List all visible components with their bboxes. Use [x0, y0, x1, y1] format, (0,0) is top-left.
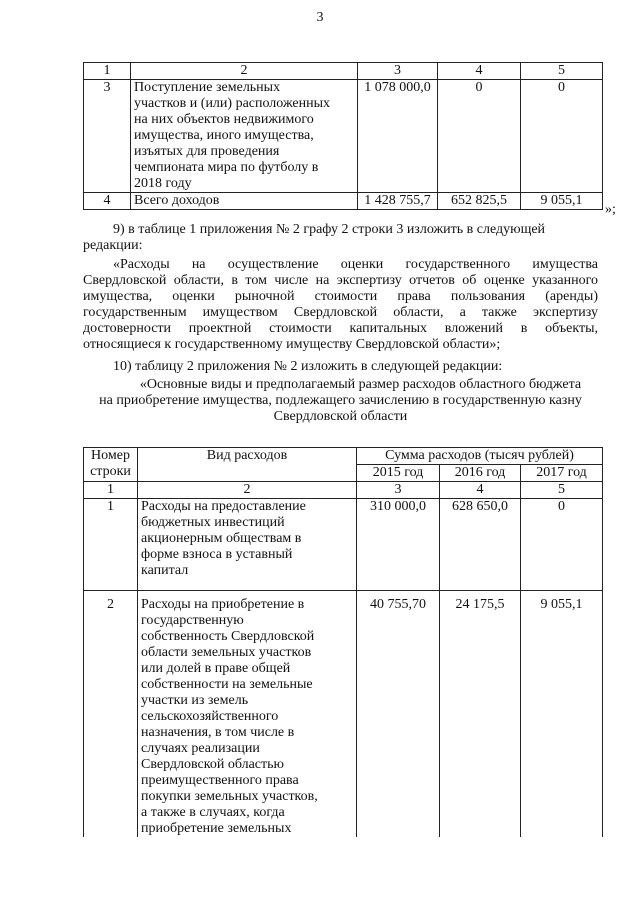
header-cell: 4: [438, 63, 521, 80]
table-header-row: [84, 448, 603, 465]
description-line: изъятых для проведения: [134, 144, 280, 159]
description-line: собственности на земельные: [141, 677, 313, 692]
description-line: государственную: [141, 613, 244, 628]
table-header-row: [84, 63, 603, 80]
text-line: имущества, оценки рыночной стоимости права пользования (аренды): [83, 289, 598, 304]
text-line: относящиеся к государственному имуществу Свердловской области»;: [83, 337, 501, 352]
value-cell: 24 175,5: [440, 591, 521, 838]
description-line: случаях реализации: [141, 741, 260, 756]
row-description: [131, 80, 358, 193]
index-cell: 4: [440, 482, 521, 499]
title-line: на приобретение имущества, подлежащего зачислению в государственную казну: [99, 393, 582, 408]
text-line: редакции:: [83, 238, 143, 253]
header-cell: 2: [131, 63, 358, 80]
header-year: 2016 год: [440, 465, 521, 482]
description-line: покупки земельных участков,: [141, 789, 318, 804]
description-line: области земельных участков: [141, 645, 312, 660]
description-line: Свердловской областью: [141, 757, 284, 772]
value-cell: 0: [521, 499, 603, 591]
description-line: или долей в праве общей: [141, 661, 291, 676]
page-number: 3: [316, 10, 324, 25]
value-cell: 1 078 000,0: [358, 80, 438, 193]
value-cell: 628 650,0: [440, 499, 521, 591]
description-line: сельскохозяйственного: [141, 709, 279, 724]
index-cell: 5: [521, 482, 603, 499]
description-line: бюджетных инвестиций: [141, 515, 285, 530]
quote-9: [83, 257, 598, 353]
closing-quote: »;: [605, 202, 616, 217]
paragraph-10: [83, 359, 598, 375]
description-line: Расходы на предоставление: [141, 499, 306, 514]
header-year: 2015 год: [357, 465, 440, 482]
description-line: участки из земель: [141, 693, 249, 708]
description-line: назначения, в том числе в: [141, 725, 295, 740]
row-description: Всего доходов: [131, 193, 358, 210]
text-line: государственным имуществом Свердловской области, а также экспертизу: [83, 305, 598, 320]
header-row-number: [84, 448, 138, 482]
value-cell: 310 000,0: [357, 499, 440, 591]
title-line: Свердловской области: [273, 409, 408, 424]
expenses-table: [83, 447, 603, 837]
table-row: [84, 499, 603, 591]
description-line: собственность Свердловской: [141, 629, 315, 644]
value-cell: 40 755,70: [357, 591, 440, 838]
description-line: на них объектов недвижимого: [134, 112, 314, 127]
header-line: Номер: [91, 448, 130, 463]
row-number: 2: [84, 591, 138, 838]
paragraph-9: [83, 222, 598, 254]
header-kind: Вид расходов: [138, 448, 357, 482]
description-line: 2018 году: [134, 176, 192, 191]
description-line: форме взноса в уставный: [141, 547, 293, 562]
value-cell: 652 825,5: [438, 193, 521, 210]
description-line: Поступление земельных: [134, 80, 281, 95]
description-line: участков и (или) расположенных: [134, 96, 331, 111]
description-line: имущества, иного имущества,: [134, 128, 314, 143]
header-line: строки: [90, 464, 131, 479]
table-row: [84, 591, 603, 838]
description-line: приобретение земельных: [141, 821, 292, 836]
index-cell: 1: [84, 482, 138, 499]
text-line: Свердловской области, в том числе на экспертизу отчетов об оценке указанного: [83, 273, 598, 288]
table2-title: [83, 377, 598, 425]
index-cell: 2: [138, 482, 357, 499]
value-cell: 9 055,1: [521, 591, 603, 838]
table-row: [84, 193, 603, 210]
title-line: «Основные виды и предполагаемый размер расходов областного бюджета: [139, 377, 582, 392]
revenue-table: [83, 62, 603, 210]
text-line: 10) таблицу 2 приложения № 2 изложить в следующей редакции:: [113, 359, 503, 374]
row-number: 3: [84, 80, 131, 193]
text-line: «Расходы на осуществление оценки государственного имущества: [113, 257, 598, 272]
value-cell: 0: [438, 80, 521, 193]
index-cell: 3: [357, 482, 440, 499]
table-row: [84, 80, 603, 193]
description-line: преимущественного права: [141, 773, 299, 788]
header-cell: 3: [358, 63, 438, 80]
table-index-row: [84, 482, 603, 499]
row-description: [138, 591, 357, 838]
header-cell: 5: [521, 63, 603, 80]
row-description: [138, 499, 357, 591]
text-line: достоверности проектной стоимости капитальных вложений в объекты,: [83, 321, 598, 336]
header-sum: Сумма расходов (тысяч рублей): [357, 448, 603, 465]
value-cell: 1 428 755,7: [358, 193, 438, 210]
header-cell: 1: [84, 63, 131, 80]
description-line: капитал: [141, 563, 189, 578]
description-line: Расходы на приобретение в: [141, 597, 305, 612]
value-cell: 9 055,1: [521, 193, 603, 210]
text-line: 9) в таблице 1 приложения № 2 графу 2 строки 3 изложить в следующей: [113, 222, 546, 237]
value-cell: 0: [521, 80, 603, 193]
header-year: 2017 год: [521, 465, 603, 482]
row-number: 4: [84, 193, 131, 210]
row-number: 1: [84, 499, 138, 591]
description-line: акционерным обществам в: [141, 531, 302, 546]
description-line: а также в случаях, когда: [141, 805, 285, 820]
description-line: чемпионата мира по футболу в: [134, 160, 319, 175]
